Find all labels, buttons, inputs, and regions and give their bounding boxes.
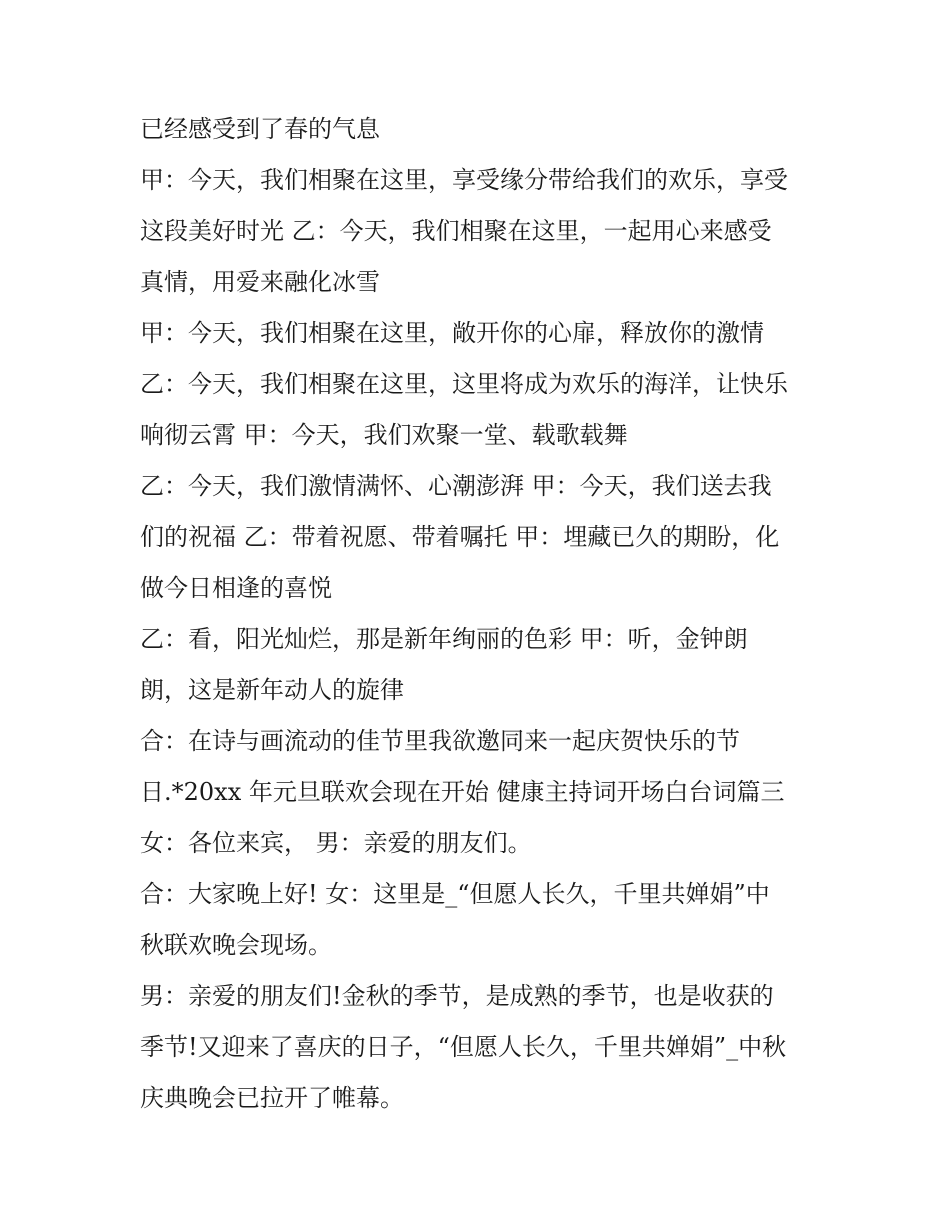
text-line: 已经感受到了春的气息 xyxy=(140,115,380,143)
text-line: 合：在诗与画流动的佳节里我欲邀同来一起庆贺快乐的节 xyxy=(140,727,740,755)
text-line: 甲：今天，我们相聚在这里，享受缘分带给我们的欢乐，享受 xyxy=(140,166,788,194)
text-line: 秋联欢晚会现场。 xyxy=(140,931,332,959)
text-line: 日.*20xx 年元旦联欢会现在开始 健康主持词开场白台词篇三 xyxy=(140,778,785,806)
text-line: 庆典晚会已拉开了帷幕。 xyxy=(140,1084,404,1112)
text-line: 这段美好时光 乙：今天，我们相聚在这里，一起用心来感受 xyxy=(140,217,772,245)
text-line: 合：大家晚上好! 女：这里是_“但愿人长久，千里共婵娟”中 xyxy=(140,880,770,908)
text-line: 季节!又迎来了喜庆的日子，“但愿人长久，千里共婵娟”_中秋 xyxy=(140,1033,787,1061)
text-line: 女：各位来宾， 男：亲爱的朋友们。 xyxy=(140,829,532,857)
text-line: 真情，用爱来融化冰雪 xyxy=(140,268,380,296)
text-line: 朗，这是新年动人的旋律 xyxy=(140,676,404,704)
text-line: 甲：今天，我们相聚在这里，敞开你的心扉，释放你的激情 xyxy=(140,319,764,347)
text-line: 乙：看，阳光灿烂，那是新年绚丽的色彩 甲：听，金钟朗 xyxy=(140,625,748,653)
text-line: 乙：今天，我们激情满怀、心潮澎湃 甲：今天，我们送去我 xyxy=(140,472,772,500)
document-body xyxy=(140,104,830,1124)
text-line: 乙：今天，我们相聚在这里，这里将成为欢乐的海洋，让快乐 xyxy=(140,370,788,398)
text-line: 做今日相逢的喜悦 xyxy=(140,574,332,602)
text-line: 们的祝福 乙：带着祝愿、带着嘱托 甲：埋藏已久的期盼，化 xyxy=(140,523,780,551)
text-line: 男：亲爱的朋友们!金秋的季节，是成熟的季节，也是收获的 xyxy=(140,982,774,1010)
text-line: 响彻云霄 甲：今天，我们欢聚一堂、载歌载舞 xyxy=(140,421,628,449)
